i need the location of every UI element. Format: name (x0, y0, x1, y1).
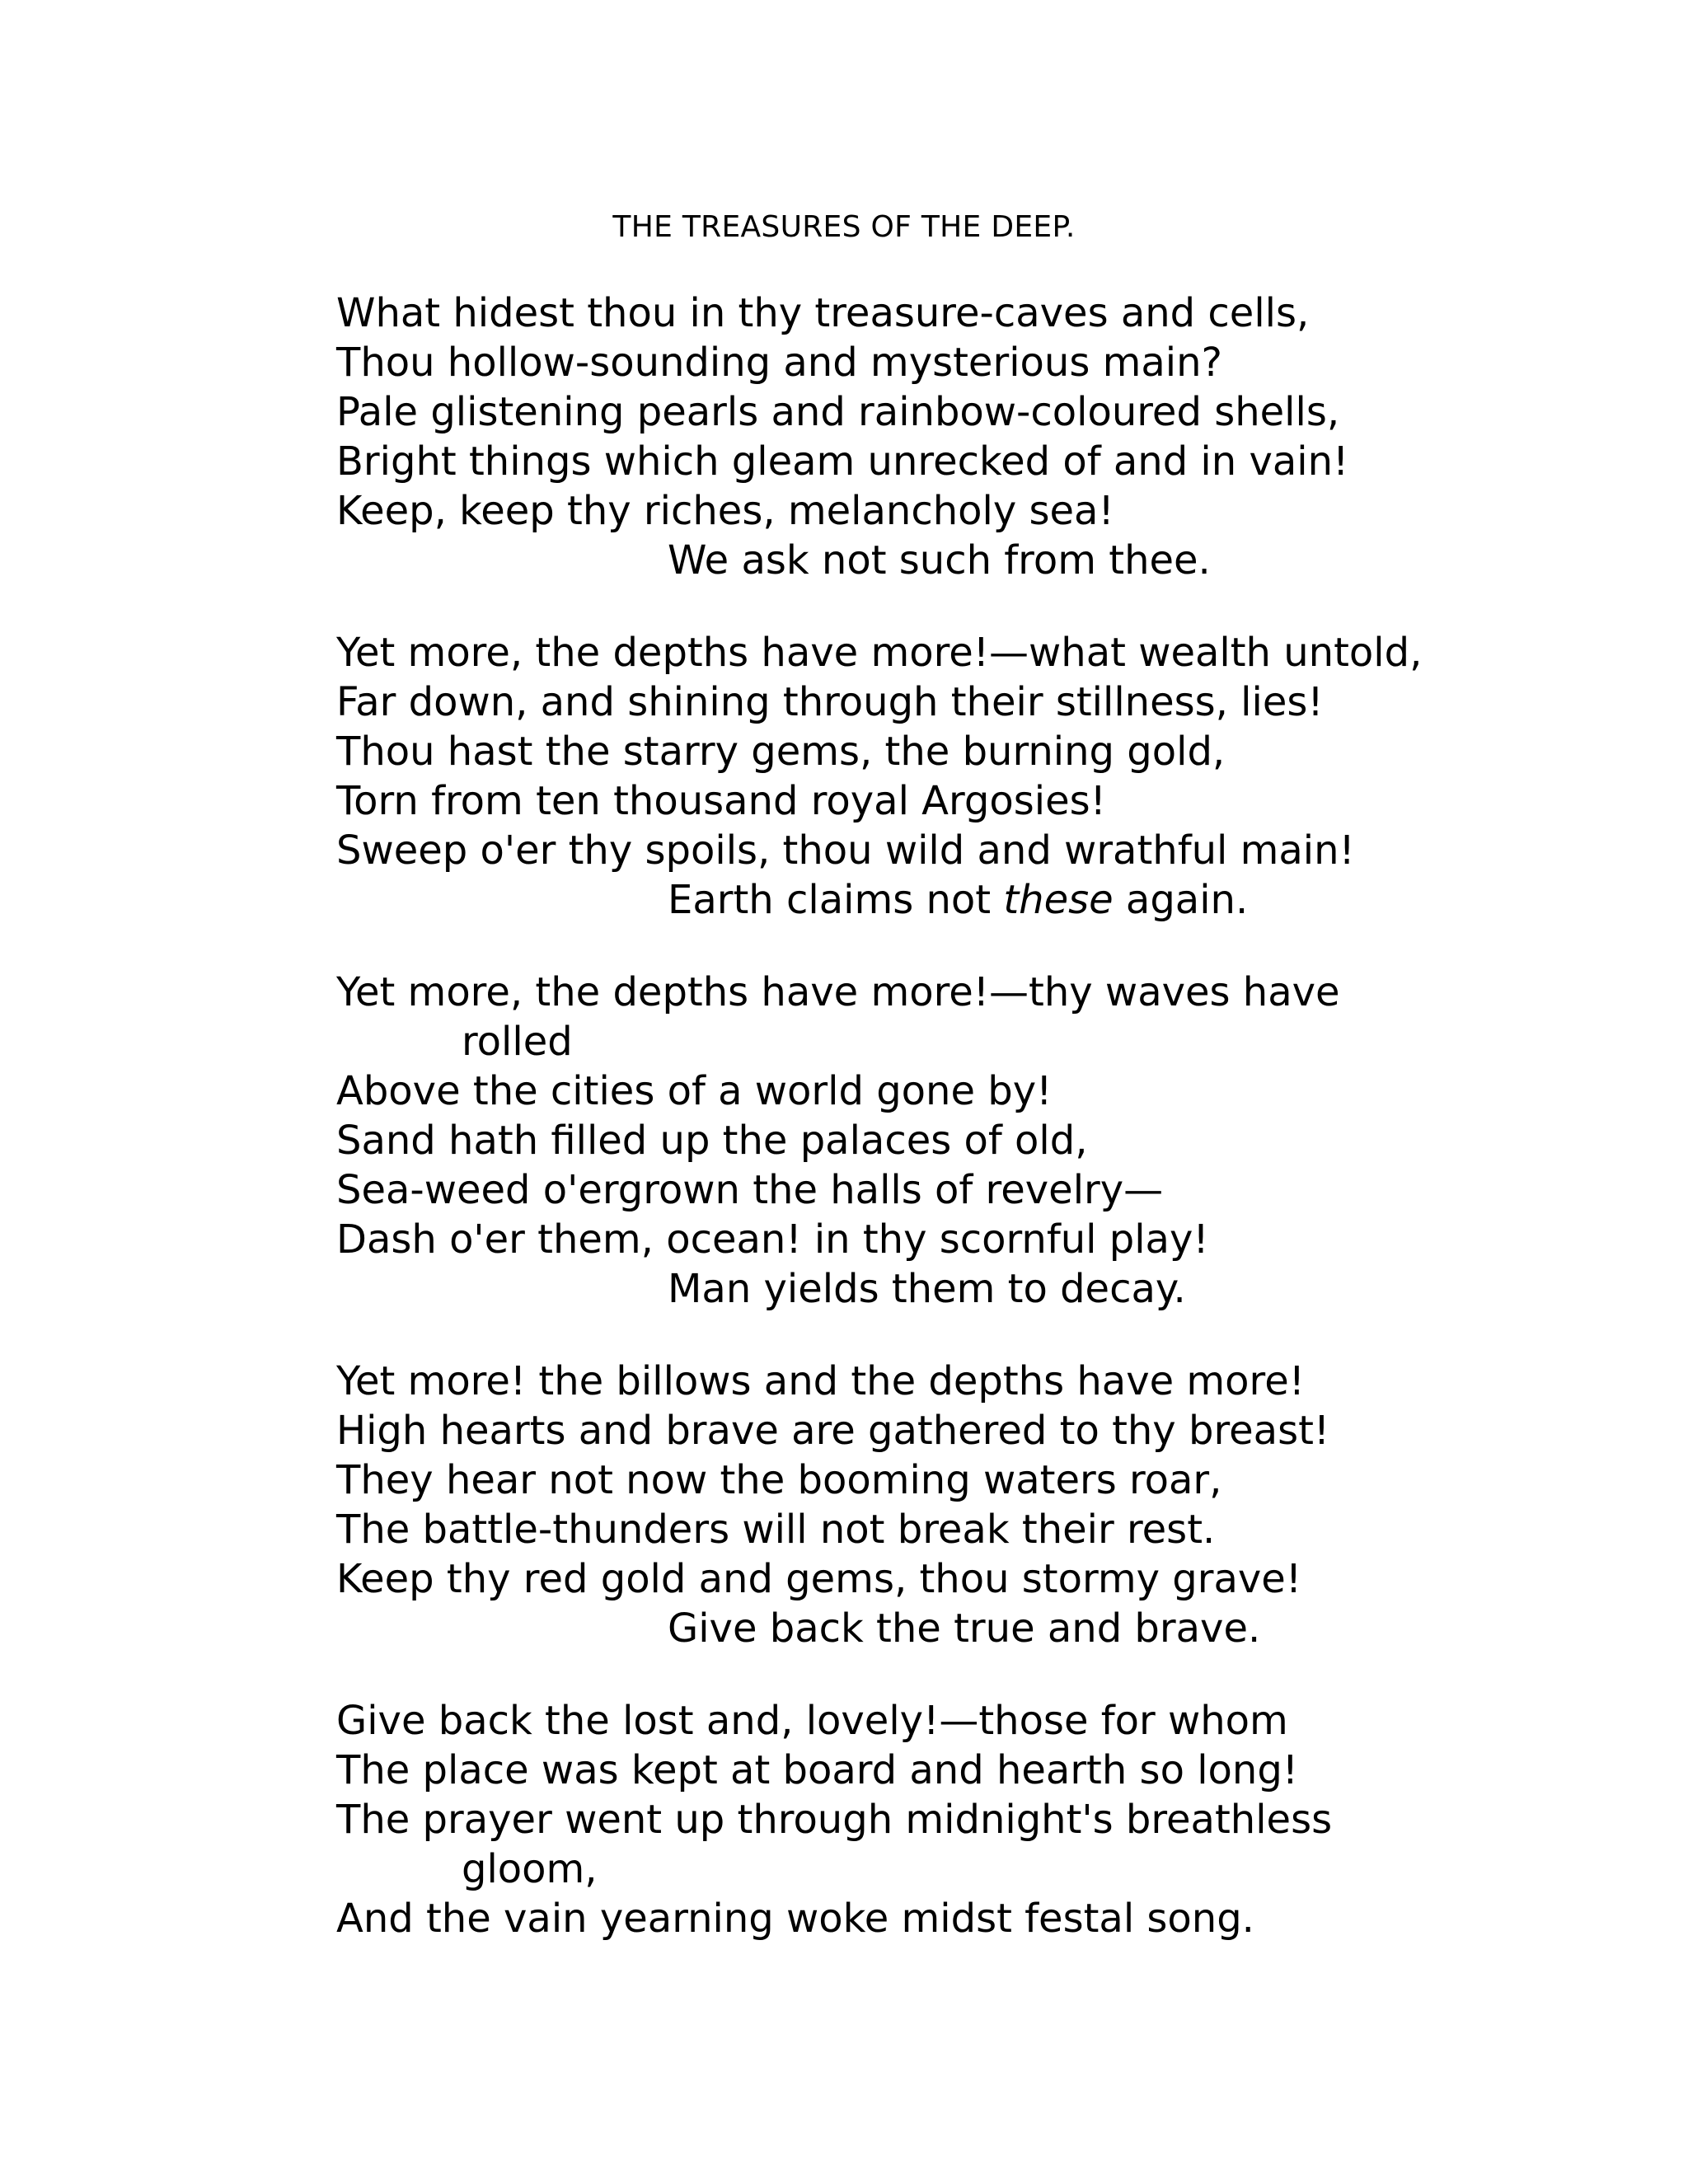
poem-line: Keep thy red gold and gems, thou stormy grave! (336, 1556, 1302, 1602)
poem-line: Yet more, the depths have more!—thy waves have (336, 969, 1340, 1015)
poem-line: Sea-weed o'ergrown the halls of revelry— (336, 1167, 1164, 1213)
poem-line: They hear not now the booming waters roar, (336, 1457, 1222, 1503)
stanza-4 (336, 1357, 1490, 1653)
poem-title: THE TREASURES OF THE DEEP. (612, 210, 1076, 244)
refrain-line: Give back the true and brave. (668, 1605, 1261, 1652)
poem-line: Give back the lost and, lovely!—those for whom (336, 1698, 1288, 1744)
refrain-line (336, 875, 1490, 925)
refrain-line: We ask not such from thee. (668, 537, 1211, 583)
stanza-3 (336, 968, 1490, 1314)
poem-line: Bright things which gleam unrecked of and in vain! (336, 438, 1349, 485)
poem-line-continuation: gloom, (462, 1846, 598, 1892)
poem-line: Above the cities of a world gone by! (336, 1068, 1053, 1114)
refrain-line: Man yields them to decay. (668, 1266, 1186, 1312)
poem-line-continuation: rolled (462, 1019, 573, 1065)
poem-line: Sand hath filled up the palaces of old, (336, 1118, 1088, 1164)
poem-line: Torn from ten thousand royal Argosies! (336, 778, 1106, 824)
poem-line: Pale glistening pearls and rainbow-coloured shells, (336, 389, 1340, 435)
poem-line: Far down, and shining through their stillness, lies! (336, 679, 1324, 725)
poem-line: Dash o'er them, ocean! in thy scornful play! (336, 1216, 1209, 1263)
poem-line: And the vain yearning woke midst festal song. (336, 1896, 1254, 1942)
poem-line: Thou hast the starry gems, the burning gold, (336, 729, 1226, 775)
refrain-emphasis: these (1003, 877, 1114, 923)
poem-line: Thou hollow-sounding and mysterious main? (336, 340, 1222, 386)
poem-line: The prayer went up through midnight's breathless (336, 1797, 1333, 1843)
refrain-text-after: again. (1113, 877, 1249, 923)
poem-line: Sweep o'er thy spoils, thou wild and wrathful main! (336, 827, 1355, 874)
poem-line: What hidest thou in thy treasure-caves and cells, (336, 290, 1310, 336)
stanza-2 (336, 628, 1490, 925)
poem-line: Yet more, the depths have more!—what wealth untold, (336, 630, 1423, 676)
poem-line: Keep, keep thy riches, melancholy sea! (336, 488, 1114, 534)
poem-line: The place was kept at board and hearth so long! (336, 1747, 1299, 1793)
poem-line: Yet more! the billows and the depths have more! (336, 1358, 1305, 1404)
stanza-1 (336, 288, 1490, 585)
refrain-text-before: Earth claims not (668, 877, 1004, 923)
poem-line: The battle-thunders will not break their rest. (336, 1507, 1216, 1553)
poem-line: High hearts and brave are gathered to thy breast! (336, 1408, 1330, 1454)
poem-body (336, 288, 1490, 1986)
stanza-5 (336, 1696, 1490, 1943)
